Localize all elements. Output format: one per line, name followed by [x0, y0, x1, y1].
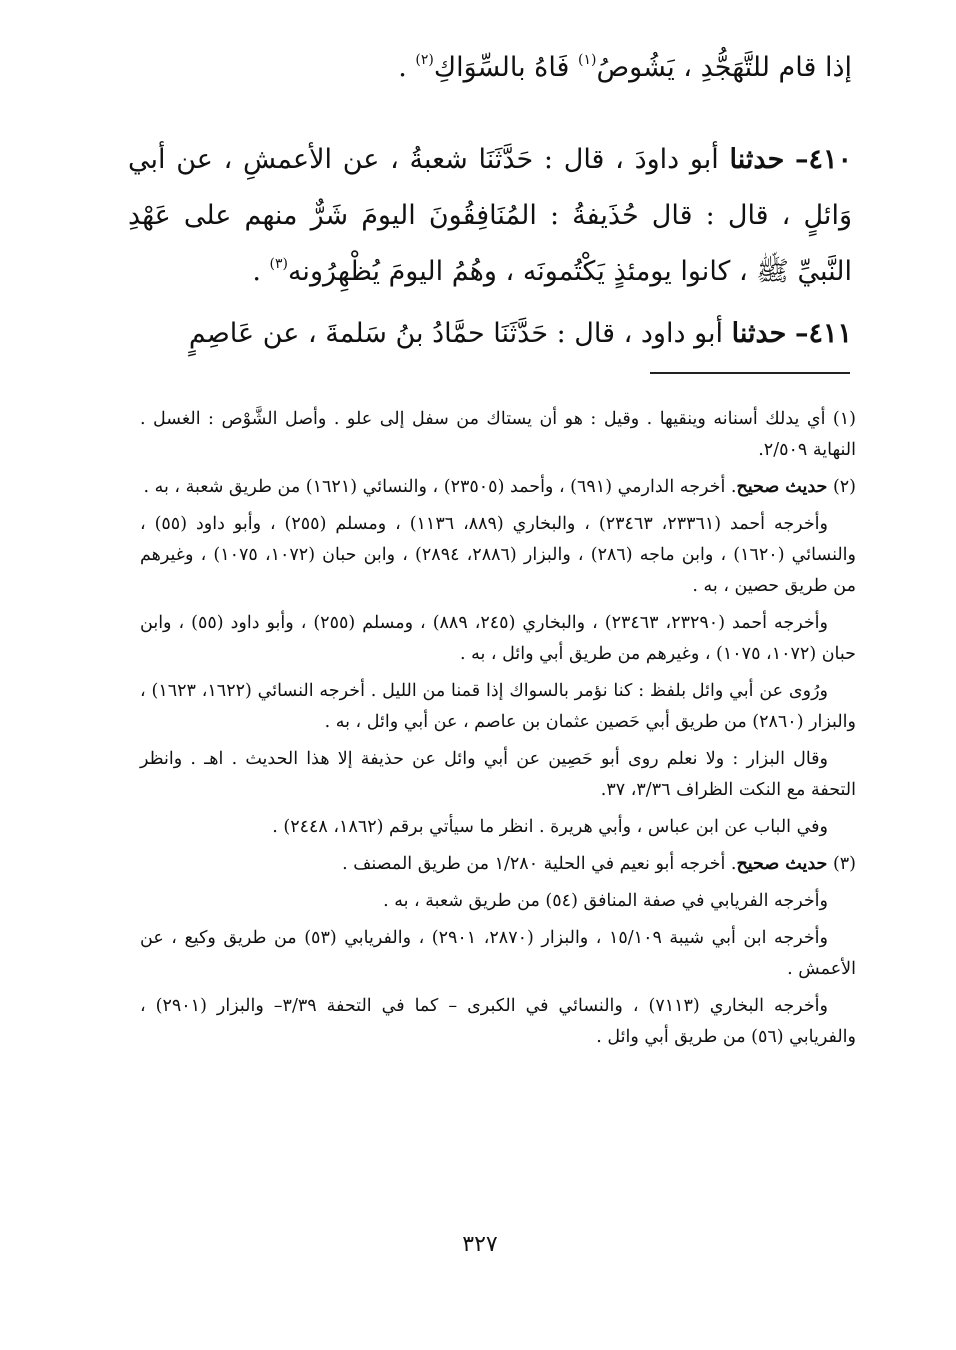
- hadith-number: ٤١١–: [794, 318, 852, 349]
- intro-end: .: [398, 52, 416, 83]
- haddathana-word: حدثنا: [729, 144, 785, 175]
- hadith-411: [128, 306, 852, 362]
- hadith-410-paragraph: [128, 132, 852, 300]
- footnote-2-para-2: وأخرجه أحمد (٢٣٣٦١، ٢٣٤٦٣) ، والبخاري (٨٨٩، ١١٣٦) ، ومسلم (٢٥٥) ، وأبو داود (٥٥) ، والنسائي (١٦٢٠) ، وابن ماجه (٢٨٦) ، والبزار (٢٨٨٦، ٢٨٩٤) ، وابن حبان (١٠٧٢، ١٠٧٥) ، وغيرهم من طريق حصين ، به .: [140, 514, 856, 596]
- footnote-2-para-5: وقال البزار : ولا نعلم روى أبو حَصِين عن أبي وائل عن حذيفة إلا هذا الحديث . اهـ . وانظر التحفة مع النكت الظراف ٣/٣٦، ٣٧.: [140, 749, 856, 800]
- footnote-2-text: . أخرجه الدارمي (٦٩١) ، وأحمد (٢٣٥٠٥) ، والنسائي (١٦٢١) من طريق شعبة ، به .: [143, 477, 737, 497]
- footnote-1: (١) أي يدلك أسنانه وينقيها . وقيل : هو أن يستاك من سفل إلى علو . وأصل الشَّوْص : الغسل . النهاية ٢/٥٠٩.: [140, 409, 856, 460]
- footnote-separator: [650, 372, 850, 374]
- intro-text: إذا قام للتَّهَجُّدِ ، يَشُوصُ: [596, 52, 852, 83]
- footnote-3-para-2: وأخرجه الفريابي في صفة المنافق (٥٤) من طريق شعبة ، به .: [383, 891, 828, 911]
- footnote-3-para-4: وأخرجه البخاري (٧١١٣) ، والنسائي في الكبرى – كما في التحفة ٣/٣٩– والبزار (٢٩٠١) ، والفريابي (٥٦) من طريق أبي وائل .: [140, 996, 856, 1047]
- footnote-ref-3: (٣): [269, 256, 288, 272]
- intro-line: [128, 40, 852, 96]
- intro-text-2: فَاهُ بالسِّوَاكِ: [433, 52, 579, 83]
- haddathana-word: حدثنا: [731, 318, 787, 349]
- footnotes: [140, 404, 856, 1059]
- footnote-3-label: (٣): [827, 854, 856, 874]
- hadith-number: ٤١٠–: [794, 144, 852, 175]
- footnote-3: [140, 849, 856, 880]
- hadith-text: أبو داود ، قال : حَدَّثَنَا حمَّادُ بنُ سَلمةَ ، عن عَاصِمٍ: [188, 318, 732, 349]
- hadith-intro: [128, 40, 852, 96]
- footnote-3-grade: حديث صحيح: [736, 854, 828, 874]
- hadith-end: .: [252, 256, 270, 287]
- page-number: ٣٢٧: [462, 1232, 498, 1257]
- footnote-2-label: (٢): [827, 477, 856, 497]
- footnote-3-para-3: وأخرجه ابن أبي شيبة ١٥/١٠٩ ، والبزار (٢٨٧٠، ٢٩٠١) ، والفريابي (٥٣) من طريق وكيع ، عن الأعمش .: [140, 928, 856, 979]
- hadith-411-paragraph: [128, 306, 852, 362]
- footnote-2: [140, 472, 856, 503]
- footnote-2-para-4: ورُوى عن أبي وائل بلفظ : كنا نؤمر بالسواك إذا قمنا من الليل . أخرجه النسائي (١٦٢٢، ١٦٢٣) ، والبزار (٢٨٦٠) من طريق أبي حَصين عثمان بن عاصم ، عن أبي وائل ، به .: [140, 681, 856, 732]
- hadith-text: أبو داودَ ، قال : حَدَّثَنَا شعبةُ ، عن الأعمشِ ، عن أبي وَائلٍ ، قال : قال حُذَيفةُ : المُنَافِقُونَ اليومَ شَرٌّ منهم على عَهْدِ النَّبيِّ ﷺ ، كانوا يومئذٍ يَكْتُمونَه ، وهُمُ اليومَ يُظْهِرُونه: [128, 144, 852, 287]
- footnote-ref-2: (٢): [415, 52, 434, 68]
- footnote-2-para-6: وفي الباب عن ابن عباس ، وأبي هريرة . انظر ما سيأتي برقم (١٨٦٢، ٢٤٤٨) .: [272, 817, 828, 837]
- hadith-410: [128, 132, 852, 300]
- footnote-2-grade: حديث صحيح: [736, 477, 828, 497]
- footnote-ref-1: (١): [578, 52, 597, 68]
- footnote-2-para-3: وأخرجه أحمد (٢٣٢٩٠، ٢٣٤٦٣) ، والبخاري (٢٤٥، ٨٨٩) ، ومسلم (٢٥٥) ، وأبو داود (٥٥) ، وابن حبان (١٠٧٢، ١٠٧٥) ، وغيرهم من طريق أبي وائل ، به .: [140, 613, 856, 664]
- footnote-3-text: . أخرجه أبو نعيم في الحلية ١/٢٨٠ من طريق المصنف .: [342, 854, 737, 874]
